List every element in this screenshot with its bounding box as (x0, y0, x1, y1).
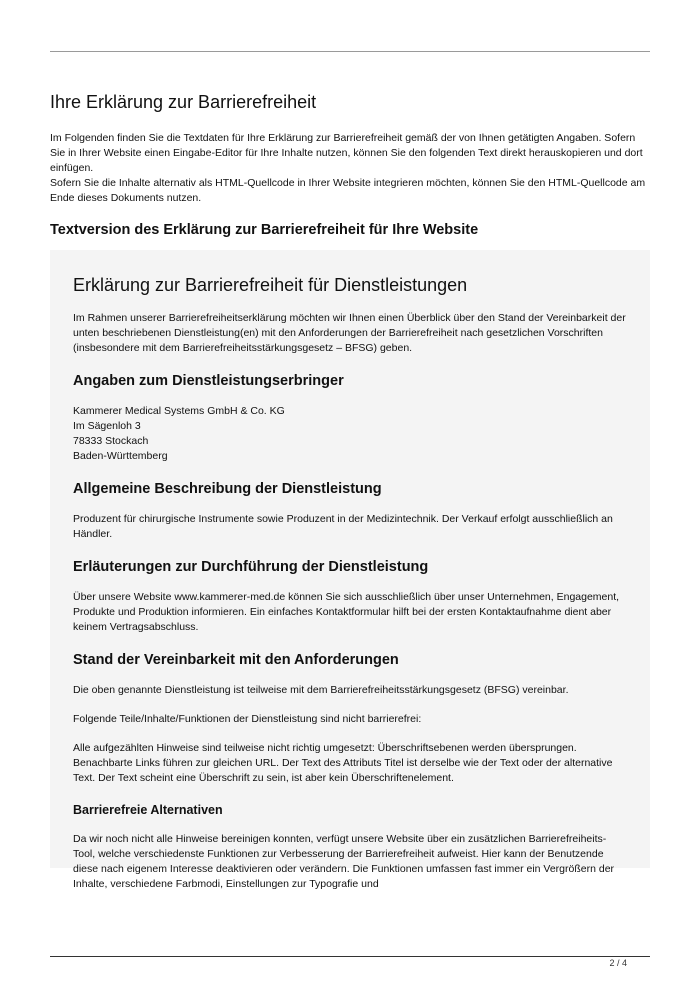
execution-text: Über unsere Website www.kammerer-med.de können Sie sich ausschließlich über unser Unternehmen, Engagement, Produkte und Produktion informieren. Ein einfaches Kontaktformular hilft bei der ersten Kontaktaufnahme dient aber keinem Vertragsabschluss. (73, 591, 620, 633)
status-heading: Stand der Vereinbarkeit mit den Anforderungen (73, 652, 399, 668)
general-text: Produzent für chirurgische Instrumente sowie Produzent in der Medizintechnik. Der Verkauf erfolgt ausschließlich an Händler. (73, 513, 613, 540)
provider-heading: Angaben zum Dienstleistungserbringer (73, 373, 344, 389)
provider-state: Baden-Württemberg (73, 450, 168, 462)
textversion-heading: Textversion des Erklärung zur Barrierefreiheit für Ihre Website (50, 222, 479, 238)
statement-title: Erklärung zur Barrierefreiheit für Dienstleistungen (73, 275, 468, 295)
status-paragraph-1: Die oben genannte Dienstleistung ist teilweise mit dem Barrierefreiheitsstärkungsgesetz (BFSG) vereinbar. (73, 684, 569, 696)
top-rule (50, 51, 650, 52)
statement-intro: Im Rahmen unserer Barrierefreiheitserklärung möchten wir Ihnen einen Überblick über den Stand der Vereinbarkeit der unten beschriebenen Dienstleistung(en) mit den Anforderungen der Barrierefreiheit nach gesetzlichen Vorschriften (insbesondere mit dem Barrierefreiheitsstärkungsgesetz – BFSG) geben. (73, 312, 626, 354)
status-paragraph-2: Folgende Teile/Inhalte/Funktionen der Dienstleistung sind nicht barrierefrei: (73, 713, 422, 725)
statement-box (50, 250, 650, 890)
alternatives-text: Da wir noch nicht alle Hinweise bereinigen konnten, verfügt unsere Website über ein zusätzlichen Barrierefreiheits-Tool, welche verschiedenste Funktionen zur Verbesserung der Barrierefreiheit aufweist. Hier kann der Benutzende diese nach eigenem Interesse deaktivieren oder verändern. Die Funktionen umfassen fast immer ein Vergrößern der Inhalte, verschiedene Farbmodi, Einstellungen zur Typografie und (73, 833, 615, 890)
intro-paragraph-1: Im Folgenden finden Sie die Textdaten für Ihre Erklärung zur Barrierefreiheit gemäß der von Ihnen getätigten Angaben. Sofern Sie in Ihrer Website einen Eingabe-Editor für Ihre Inhalte nutzen, können Sie den folgenden Text direkt herauskopieren und dort einfügen. (50, 132, 643, 174)
provider-company: Kammerer Medical Systems GmbH & Co. KG (73, 405, 285, 417)
page-title: Ihre Erklärung zur Barrierefreiheit (50, 92, 317, 112)
document-content (50, 92, 650, 890)
provider-city: 78333 Stockach (73, 435, 149, 447)
bottom-rule (50, 956, 650, 957)
alternatives-heading: Barrierefreie Alternativen (73, 803, 223, 817)
execution-heading: Erläuterungen zur Durchführung der Dienstleistung (73, 559, 429, 575)
provider-street: Im Sägenloh 3 (73, 420, 141, 432)
status-paragraph-3: Alle aufgezählten Hinweise sind teilweise nicht richtig umgesetzt: Überschriftsebenen werden übersprungen. Benachbarte Links führen zur gleichen URL. Der Text des Attributs Titel ist derselbe wie der Text oder der alternative Text. Der Text scheint eine Überschrift zu sein, ist aber kein Überschriftenelement. (73, 742, 613, 784)
page-number: 2 / 4 (609, 958, 627, 968)
general-heading: Allgemeine Beschreibung der Dienstleistung (73, 481, 382, 497)
intro-paragraph-2: Sofern Sie die Inhalte alternativ als HTML-Quellcode in Ihrer Website integrieren möchten, können Sie den HTML-Quellcode am Ende dieses Dokuments nutzen. (50, 177, 646, 204)
